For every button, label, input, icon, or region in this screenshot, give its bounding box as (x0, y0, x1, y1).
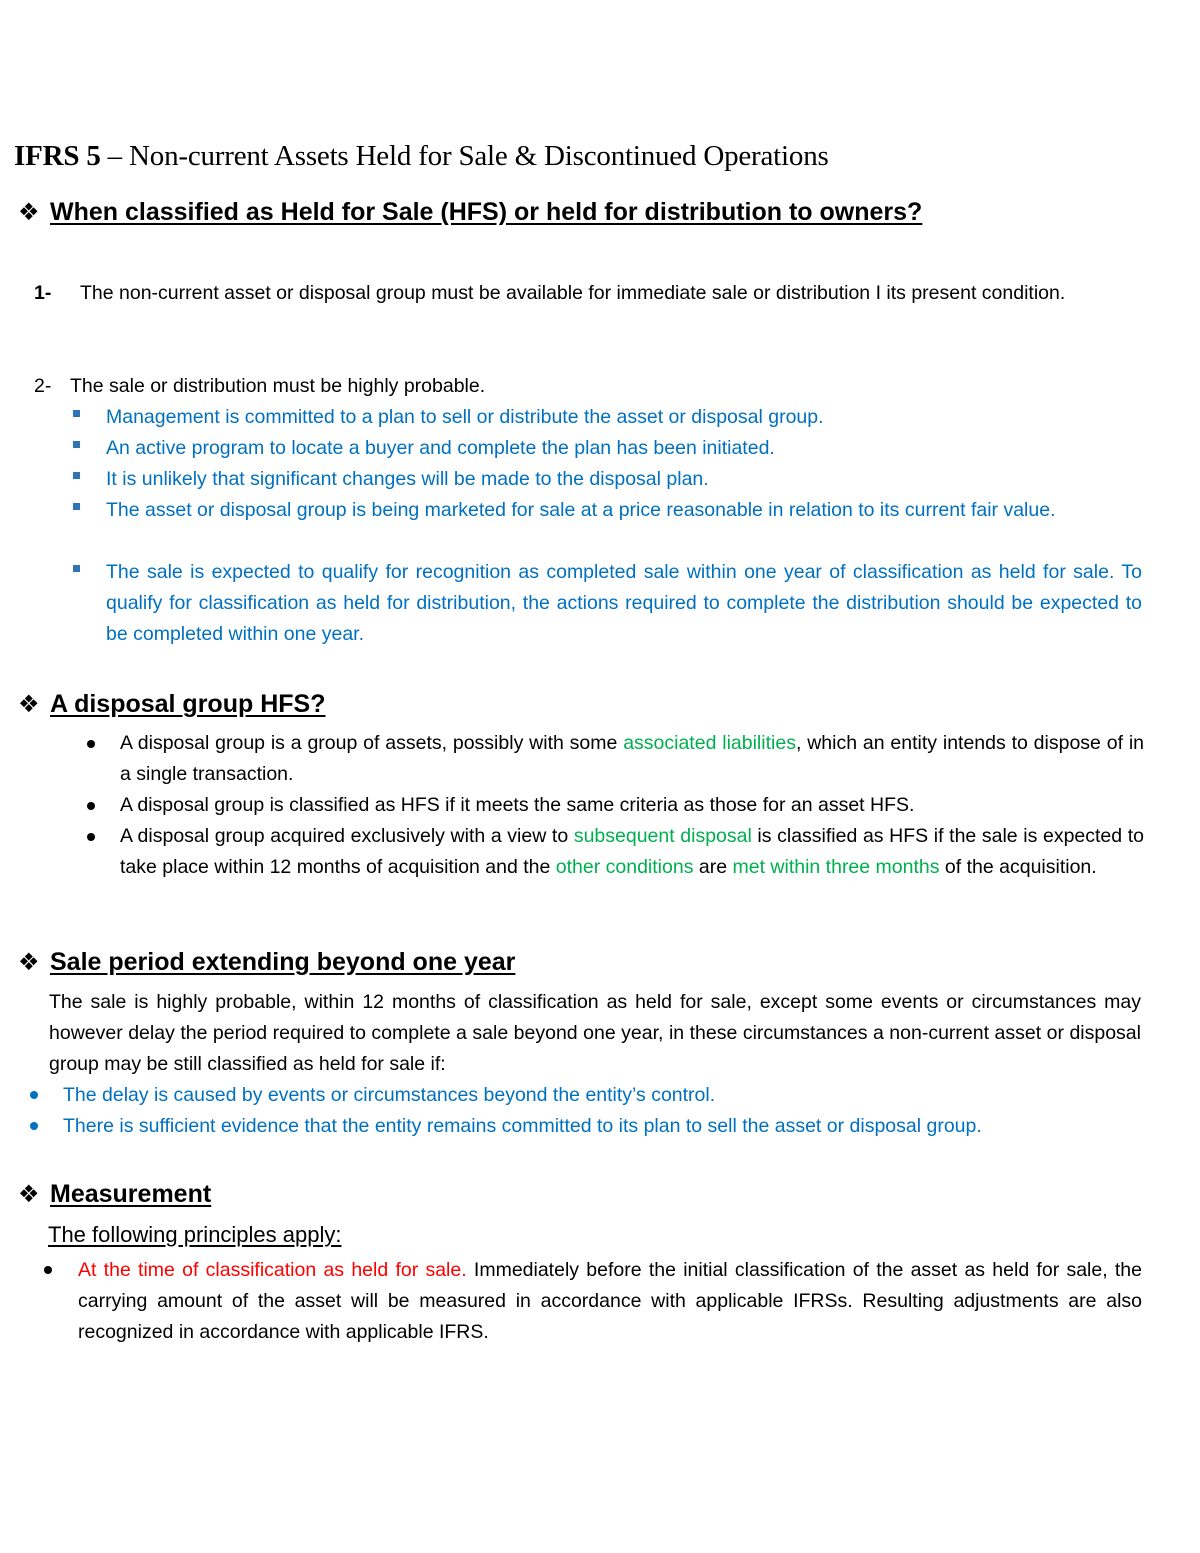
disposal-bullet-1 (120, 728, 1144, 790)
text: Immediately before the initial classification of the asset as held for sale, the carrying amount of the asset will be measured in accordance with applicable IFRSs. Resulting adjustments are also recognized in accordance with applicable IFRS. (78, 1259, 1142, 1343)
list-item-1: The non-current asset or disposal group must be available for immediate sale or distribution I its present condition. (80, 282, 1066, 304)
section-heading-measurement (18, 1180, 211, 1209)
diamond-icon: ❖ (18, 199, 40, 226)
criteria-item: It is unlikely that significant changes will be made to the disposal plan. (106, 468, 709, 490)
square-bullet-icon (73, 565, 80, 572)
sale-period-bullet-1: The delay is caused by events or circumstances beyond the entity’s control. (63, 1084, 716, 1106)
text: are (693, 856, 733, 878)
title-rest: – Non-current Assets Held for Sale & Discontinued Operations (100, 140, 829, 172)
highlight-text: associated liabilities (623, 732, 796, 754)
text: , which an entity intends to dispose of in a single transaction. (120, 732, 1144, 785)
list-number-1: 1- (34, 282, 52, 304)
measurement-bullet-1 (78, 1255, 1142, 1348)
criteria-item: The asset or disposal group is being marketed for sale at a price reasonable in relation to its current fair value. (106, 499, 1056, 521)
heading-text: Sale period extending beyond one year (50, 948, 516, 976)
list-number-2: 2- (34, 375, 52, 397)
highlight-text: At the time of classification as held for sale. (78, 1259, 467, 1281)
disposal-bullet-2: A disposal group is classified as HFS if it meets the same criteria as those for an asset HFS. (120, 794, 915, 816)
criteria-item: An active program to locate a buyer and complete the plan has been initiated. (106, 437, 775, 459)
heading-text: When classified as Held for Sale (HFS) or held for distribution to owners? (50, 198, 923, 226)
section-heading-hfs (18, 198, 922, 227)
text: of the acquisition. (939, 856, 1097, 878)
bullet-icon (87, 833, 95, 841)
title-bold: IFRS 5 (14, 140, 101, 172)
bullet-icon (87, 802, 95, 810)
section-heading-disposal-group (18, 690, 325, 719)
square-bullet-icon (73, 441, 80, 448)
bullet-icon (30, 1122, 38, 1130)
disposal-bullet-3 (120, 821, 1144, 883)
section-heading-sale-period (18, 948, 515, 977)
diamond-icon: ❖ (18, 949, 40, 976)
criteria-item: The sale is expected to qualify for recognition as completed sale within one year of classification as held for sale. To qualify for classification as held for distribution, the actions required to complete the distribution should be expected to be completed within one year. (106, 561, 1142, 645)
document-title (14, 140, 829, 173)
criteria-item: Management is committed to a plan to sell or distribute the asset or disposal group. (106, 406, 824, 428)
sale-period-bullet-2: There is sufficient evidence that the entity remains committed to its plan to sell the asset or disposal group. (63, 1115, 982, 1137)
square-bullet-icon (73, 472, 80, 479)
measurement-subheading: The following principles apply: (48, 1222, 342, 1247)
bullet-icon (30, 1091, 38, 1099)
square-bullet-icon (73, 503, 80, 510)
highlight-text: met within three months (732, 856, 940, 878)
text: A disposal group acquired exclusively with a view to (120, 825, 574, 847)
diamond-icon: ❖ (18, 691, 40, 718)
highlight-text: subsequent disposal (573, 825, 752, 847)
sale-period-paragraph: The sale is highly probable, within 12 months of classification as held for sale, except some events or circumstances may however delay the period required to complete a sale beyond one year, in these circumstances a non-current asset or disposal group may be still classified as held for sale if: (49, 991, 1141, 1075)
heading-text: A disposal group HFS? (50, 690, 326, 718)
diamond-icon: ❖ (18, 1181, 40, 1208)
square-bullet-icon (73, 410, 80, 417)
bullet-icon (87, 740, 95, 748)
bullet-icon (44, 1266, 52, 1274)
heading-text: Measurement (50, 1180, 212, 1208)
text: is classified as HFS if the sale is expected to take place within 12 months of acquisition and the (120, 825, 1144, 878)
list-item-2: The sale or distribution must be highly probable. (70, 375, 486, 397)
highlight-text: other conditions (555, 856, 694, 878)
text: A disposal group is a group of assets, possibly with some (120, 732, 624, 754)
